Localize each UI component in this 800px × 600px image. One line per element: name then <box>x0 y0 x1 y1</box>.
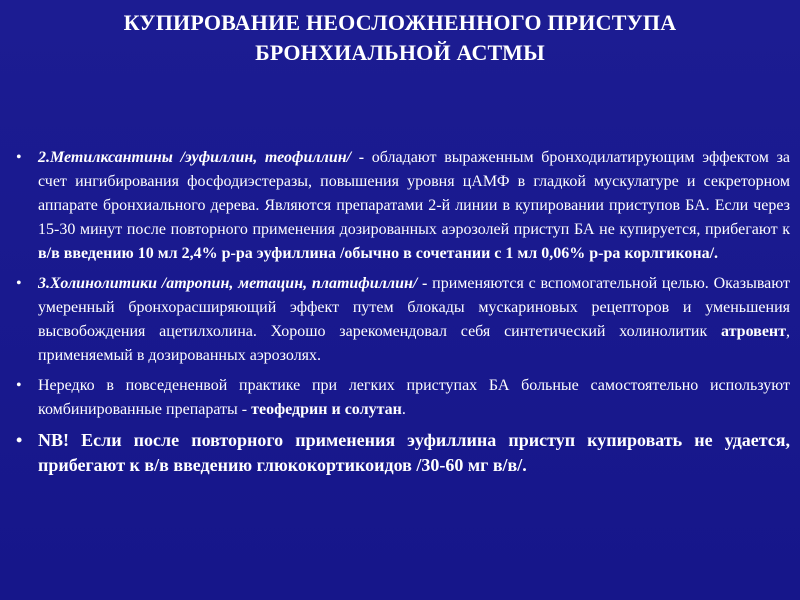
bullet-icon: • <box>16 275 22 292</box>
item-text: Нередко в повседененвой практике при легких приступах БА больные самостоятельно используют комбинированные препараты - <box>38 377 790 418</box>
slide-title <box>0 8 800 68</box>
item-heading: 2.Метилксантины /эуфиллин, теофиллин/ <box>38 149 352 166</box>
item-text: NB! Если после повторного применения эуфиллина приступ купировать не удается, прибегают к в/в введению глюкокортикоидов /30-60 мг в/в/. <box>38 430 790 475</box>
title-line-1: КУПИРОВАНИЕ НЕОСЛОЖНЕННОГО ПРИСТУПА <box>123 10 677 35</box>
list-item-nb <box>14 428 790 478</box>
item-emphasis: теофедрин и солутан <box>251 401 402 418</box>
bullet-list <box>14 146 790 484</box>
item-text: обладают выраженным бронходилатирующим эффектом за счет ингибирования фосфодиэстеразы, повышения уровня цАМФ в гладкой мускулатуре и секреторном аппарате бронхиального дерева. Являются препаратами 2-й линии в купировании приступов БА. Если через 15-30 минут после повторного применения дозированных аэрозолей приступ БА не купируется, прибегают к <box>38 149 790 238</box>
item-dash: - <box>417 275 433 292</box>
item-text: применяются с вспомогательной целью. Оказывают умеренный бронхорасширяющий эффект путем блокады мускариновых рецепторов и уменьшения высвобождения ацетилхолина. Хорошо зарекомендовал себя синтетический холинолитик <box>38 275 791 340</box>
item-emphasis: в/в введению 10 мл 2,4% р-ра эуфиллина /обычно в сочетании с 1 мл 0,06% р-ра корлгикона/. <box>38 245 719 262</box>
bullet-icon: • <box>16 149 22 166</box>
title-line-2: БРОНХИАЛЬНОЙ АСТМЫ <box>255 40 545 65</box>
item-text-after: , применяемый в дозированных аэрозолях. <box>38 323 790 364</box>
item-emphasis: атровент <box>721 323 786 340</box>
list-item-combined-drugs <box>14 374 790 422</box>
bullet-icon: • <box>16 377 22 394</box>
list-item-methylxanthines <box>14 146 790 266</box>
item-dash: - <box>351 149 372 166</box>
item-text-after: . <box>401 401 406 418</box>
bullet-icon: • <box>16 430 23 450</box>
list-item-cholinolytics <box>14 272 790 368</box>
item-heading: 3.Холинолитики /атропин, метацин, платифиллин/ <box>38 275 418 292</box>
